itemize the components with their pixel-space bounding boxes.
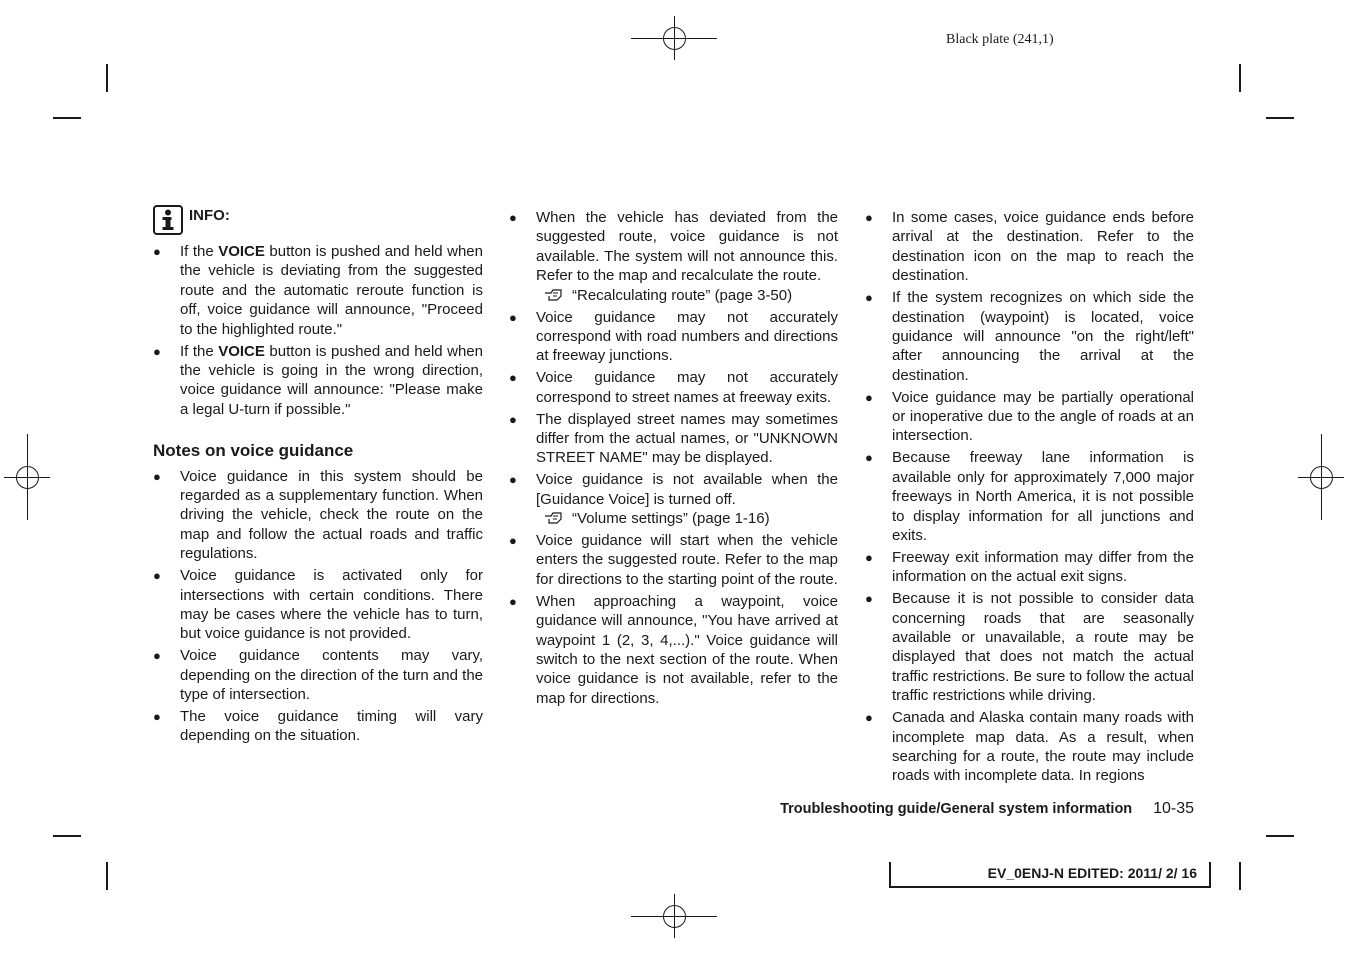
bullet-icon: ●: [865, 210, 873, 225]
registration-target-icon: [631, 894, 717, 938]
list-item: ● Voice guidance may not accurately correspond with road numbers and directions at freeway junctions.: [509, 308, 838, 365]
list-item: ● Voice guidance contents may vary, depending on the direction of the turn and the type of intersection.: [153, 647, 483, 704]
bullet-icon: ●: [865, 591, 873, 607]
notes-list: [865, 208, 1194, 786]
bullet-icon: ●: [153, 648, 161, 664]
bullet-icon: ●: [509, 370, 517, 386]
list-item: ● Voice guidance is not available when the [Guidance Voice] is turned off. “Volume settings” (page 1-16): [509, 471, 838, 528]
bullet-icon: ●: [153, 468, 161, 484]
info-list: [153, 242, 483, 419]
crop-mark: [1239, 862, 1241, 890]
list-item: ● The displayed street names may sometimes differ from the actual names, or "UNKNOWN STREET NAME" may be displayed.: [509, 410, 838, 467]
list-item: ● Because it is not possible to consider data concerning roads that are seasonally available or unavailable, a route may be displayed that does not match the actual traffic restrictions. Be sure to follow the actual traffic restrictions while driving.: [865, 590, 1194, 705]
registration-target-icon: [4, 434, 50, 520]
info-label: INFO:: [189, 207, 230, 225]
list-item: ● In some cases, voice guidance ends before arrival at the destination. Refer to the destination icon on the map to reach the destination.: [865, 209, 1194, 285]
bullet-icon: ●: [865, 450, 873, 466]
list-item: ● If the VOICE button is pushed and held when the vehicle is going in the wrong direction, voice guidance will announce: "Please make a legal U-turn if possible.": [153, 342, 483, 418]
bullet-icon: ●: [153, 244, 161, 259]
list-item: ● If the VOICE button is pushed and held when the vehicle is deviating from the suggested route and the automatic reroute function is off, voice guidance will announce, "Proceed to the highlighted route.": [153, 243, 483, 338]
info-icon: [153, 205, 183, 235]
bullet-icon: ●: [509, 210, 517, 225]
bullet-icon: ●: [153, 568, 161, 584]
list-item: ● When the vehicle has deviated from the suggested route, voice guidance is not available. The system will not announce this. Refer to the map and recalculate the route. “Recalculating route” (page 3-50): [509, 209, 838, 304]
list-item: ● Voice guidance in this system should be regarded as a supplementary function. When driving the vehicle, check the route on the map and follow the actual roads and traffic regulations.: [153, 467, 483, 563]
bullet-icon: ●: [509, 472, 517, 488]
list-item: ● Voice guidance may be partially operational or inoperative due to the angle of roads at an intersection.: [865, 388, 1194, 445]
bullet-icon: ●: [509, 411, 517, 427]
reference-hand-icon: [544, 288, 566, 302]
section-heading: Notes on voice guidance: [153, 441, 354, 461]
list-item: ● Voice guidance may not accurately correspond to street names at freeway exits.: [509, 369, 838, 406]
page-number: 10-35: [1153, 800, 1194, 817]
list-item: ● The voice guidance timing will vary depending on the situation.: [153, 707, 483, 745]
bullet-icon: ●: [509, 593, 517, 609]
bullet-icon: ●: [865, 710, 873, 726]
bullet-icon: ●: [865, 389, 873, 405]
footer-section-title: Troubleshooting guide/General system information: [780, 801, 1133, 817]
list-item: ● Voice guidance is activated only for intersections with certain conditions. There may be cases where the vehicle has to turn, but voice guidance is not provided.: [153, 567, 483, 643]
info-header: [153, 204, 483, 236]
bullet-icon: ●: [865, 290, 873, 306]
list-item: ● Voice guidance will start when the vehicle enters the suggested route. Refer to the map for directions to the starting point of the route.: [509, 532, 838, 588]
notes-list: [153, 467, 483, 746]
column-2: [509, 208, 838, 711]
page-reference[interactable]: “Recalculating route” (page 3-50): [536, 286, 838, 305]
plate-label: Black plate (241,1): [946, 32, 1054, 47]
list-item: ● Because freeway lane information is available only for approximately 7,000 major freeways in North America, it is not possible to display information for all junctions and exits.: [865, 449, 1194, 544]
bullet-icon: ●: [153, 708, 161, 724]
page-reference[interactable]: “Volume settings” (page 1-16): [536, 509, 838, 528]
bullet-icon: ●: [153, 343, 161, 359]
registration-target-icon: [631, 16, 717, 60]
column-3: [865, 208, 1194, 788]
list-item: ● Canada and Alaska contain many roads with incomplete map data. As a result, when searching for a route, the route may include roads with incomplete data. In regions: [865, 709, 1194, 785]
crop-mark: [1266, 835, 1294, 837]
edit-stamp: EV_0ENJ-N EDITED: 2011/ 2/ 16: [889, 862, 1211, 888]
crop-mark: [106, 862, 108, 890]
crop-mark: [1266, 117, 1294, 119]
list-item: ● Freeway exit information may differ from the information on the actual exit signs.: [865, 548, 1194, 586]
list-item: ● If the system recognizes on which side the destination (waypoint) is located, voice guidance will announce "on the right/left" after announcing the arrival at the destination.: [865, 289, 1194, 384]
crop-mark: [1239, 64, 1241, 92]
notes-list: [509, 208, 838, 708]
crop-mark: [53, 117, 81, 119]
bullet-icon: ●: [509, 309, 517, 325]
crop-mark: [106, 64, 108, 92]
bullet-icon: ●: [865, 549, 873, 565]
column-1: [153, 204, 483, 748]
list-item: ● When approaching a waypoint, voice guidance will announce, "You have arrived at waypoint 1 (2, 3, 4,...)." Voice guidance will switch to the next section of the route. When voice guidance is not available, refer to the map for directions.: [509, 592, 838, 707]
crop-mark: [53, 835, 81, 837]
footer: [700, 800, 1194, 818]
bullet-icon: ●: [509, 533, 517, 548]
registration-target-icon: [1298, 434, 1344, 520]
reference-hand-icon: [544, 511, 566, 525]
